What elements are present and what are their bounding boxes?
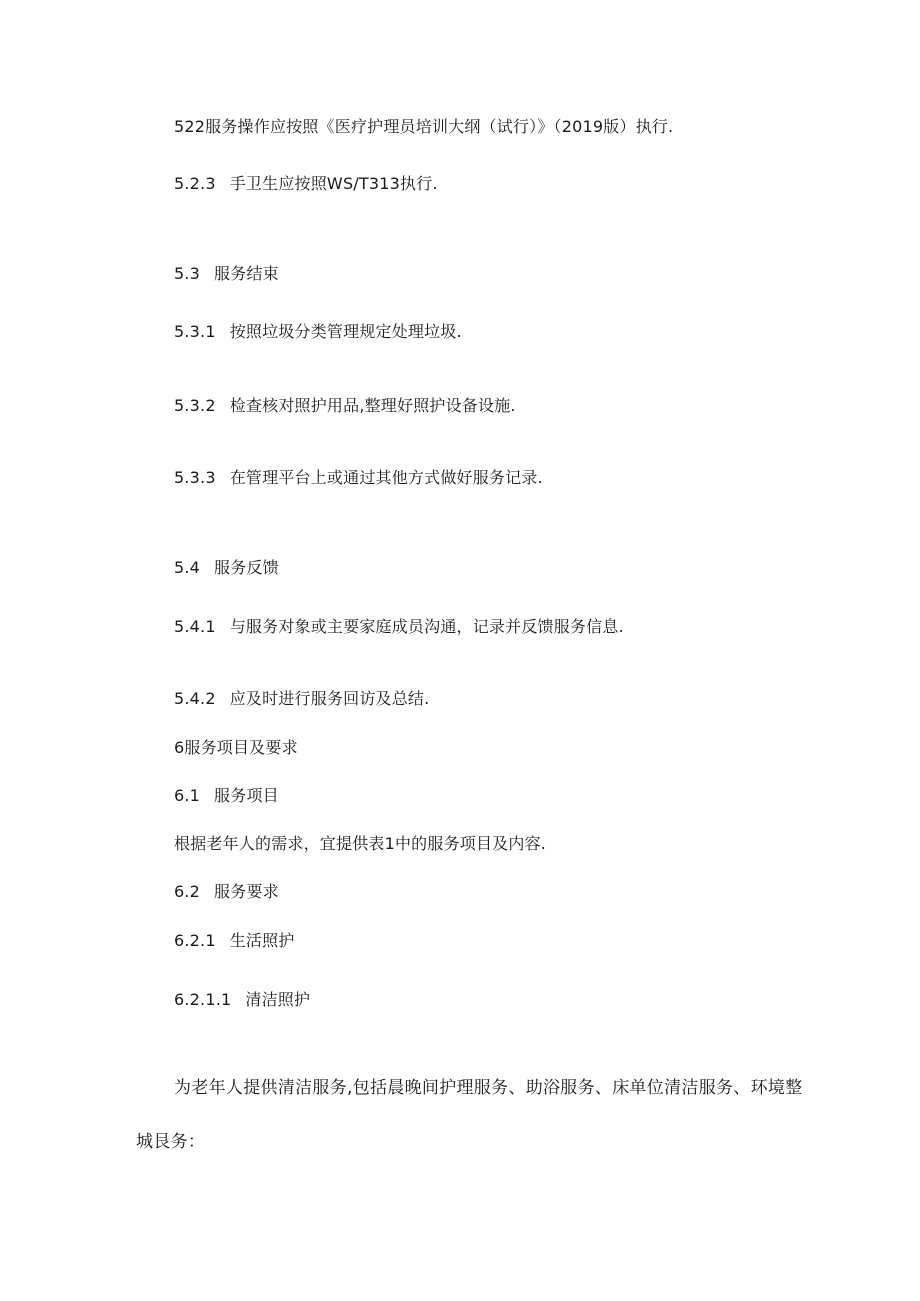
paragraph-line-2: 城艮务：: [136, 1132, 206, 1152]
clause-number: 5.4: [174, 558, 201, 577]
clause-5-2-3: [174, 174, 438, 194]
clause-text: 生活照护: [229, 931, 295, 950]
heading-6-2: [174, 882, 279, 902]
clause-text: 在管理平台上或通过其他方式做好服务记录.: [229, 468, 543, 487]
clause-text: 服务结束: [214, 264, 279, 283]
clause-5-3-2: [174, 396, 516, 416]
body-paragraph: [136, 1078, 803, 1152]
body-text-6-1: [174, 834, 546, 854]
heading-6-2-1: [174, 931, 295, 951]
clause-text: 按照垃圾分类管理规定处理垃圾.: [229, 322, 462, 341]
clause-number: 6.2.1.1: [174, 990, 232, 1009]
clause-number: 6.2.1: [174, 931, 216, 950]
clause-5-3-1: [174, 322, 462, 342]
clause-text: 服务项目: [214, 786, 279, 805]
heading-6-2-1-1: [174, 990, 310, 1010]
clause-number: 5.3.1: [174, 322, 216, 341]
heading-6-1: [174, 786, 279, 806]
clause-number: 5.2.3: [174, 174, 216, 193]
clause-number: 6.1: [174, 786, 201, 805]
clause-text: 检查核对照护用品,整理好照护设备设施.: [229, 396, 516, 415]
heading-5-4: [174, 558, 279, 578]
clause-5-2-2: [174, 117, 673, 137]
clause-number: 6.2: [174, 882, 201, 901]
clause-number: 5.4.1: [174, 617, 216, 636]
clause-number: 5.3.2: [174, 396, 216, 415]
clause-5-3-3: [174, 468, 543, 488]
clause-number: 5.3.3: [174, 468, 216, 487]
heading-6: [174, 738, 298, 758]
clause-number: 5.4.2: [174, 689, 216, 708]
clause-5-4-2: [174, 689, 429, 709]
clause-text: 根据老年人的需求，宜提供表1中的服务项目及内容.: [174, 834, 547, 853]
clause-text: 服务要求: [214, 882, 279, 901]
clause-text: 522服务操作应按照《医疗护理员培训大纲（试行）》（2019版）执行.: [174, 117, 674, 136]
clause-number: 5.3: [174, 264, 201, 283]
clause-text: 6服务项目及要求: [174, 738, 298, 757]
clause-text: 服务反馈: [214, 558, 279, 577]
heading-5-3: [174, 264, 279, 284]
clause-5-4-1: [174, 617, 624, 637]
paragraph-line-1: 为老年人提供清洁服务,包括晨晚间护理服务、助浴服务、床单位清洁服务、环境整: [174, 1078, 803, 1098]
clause-text: 应及时进行服务回访及总结.: [229, 689, 430, 708]
clause-text: 手卫生应按照WS/T313执行.: [229, 174, 438, 193]
clause-text: 与服务对象或主要家庭成员沟通，记录并反馈服务信息.: [229, 617, 624, 636]
clause-text: 清洁照护: [245, 990, 311, 1009]
